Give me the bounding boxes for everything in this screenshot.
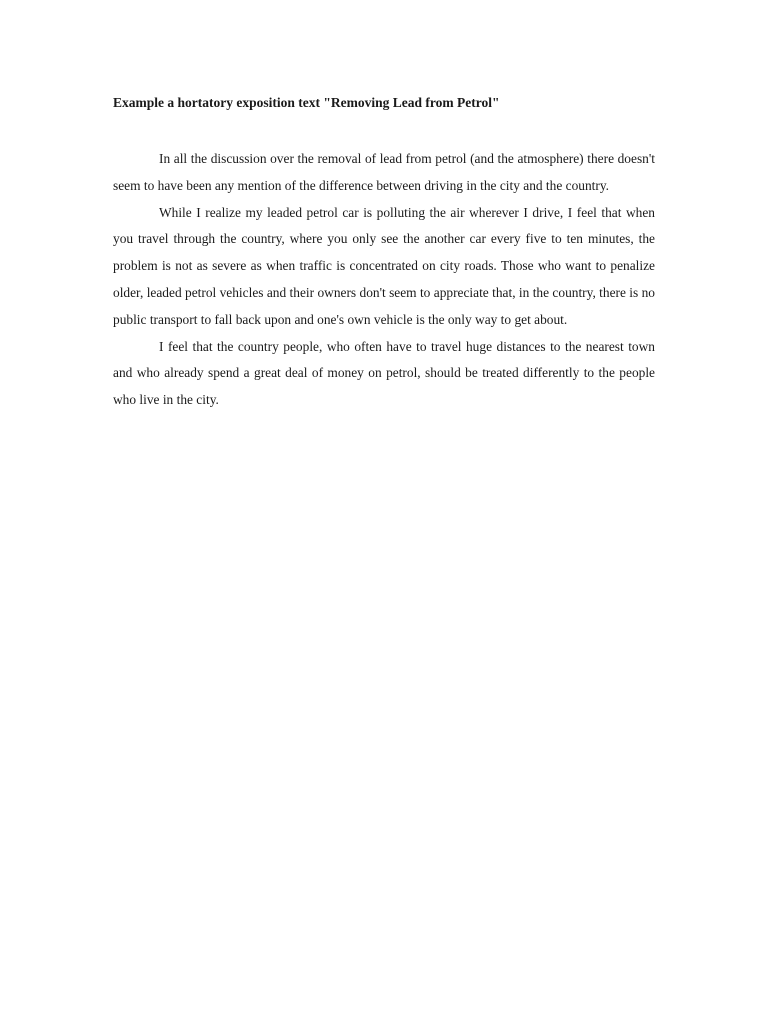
paragraph-3: I feel that the country people, who often have to travel huge distances to the nearest town and who already spend a great deal of money on petrol, should be treated differently to the people who live in the city. [113,338,655,408]
document-content [113,92,655,414]
document-title: Example a hortatory exposition text "Removing Lead from Petrol" [113,95,500,110]
paragraph-2: While I realize my leaded petrol car is polluting the air wherever I drive, I feel that when you travel through the country, where you only see the another car every five to ten minutes, the problem is not as severe as when traffic is concentrated on city roads. Those who want to penalize older, leaded petrol vehicles and their owners don't seem to appreciate that, in the country, there is no public transport to fall back upon and one's own vehicle is the only way to get about. [113,204,655,327]
document-body [113,146,655,414]
paragraph-1: In all the discussion over the removal of lead from petrol (and the atmosphere) there doesn't seem to have been any mention of the difference between driving in the city and the country. [113,151,655,193]
